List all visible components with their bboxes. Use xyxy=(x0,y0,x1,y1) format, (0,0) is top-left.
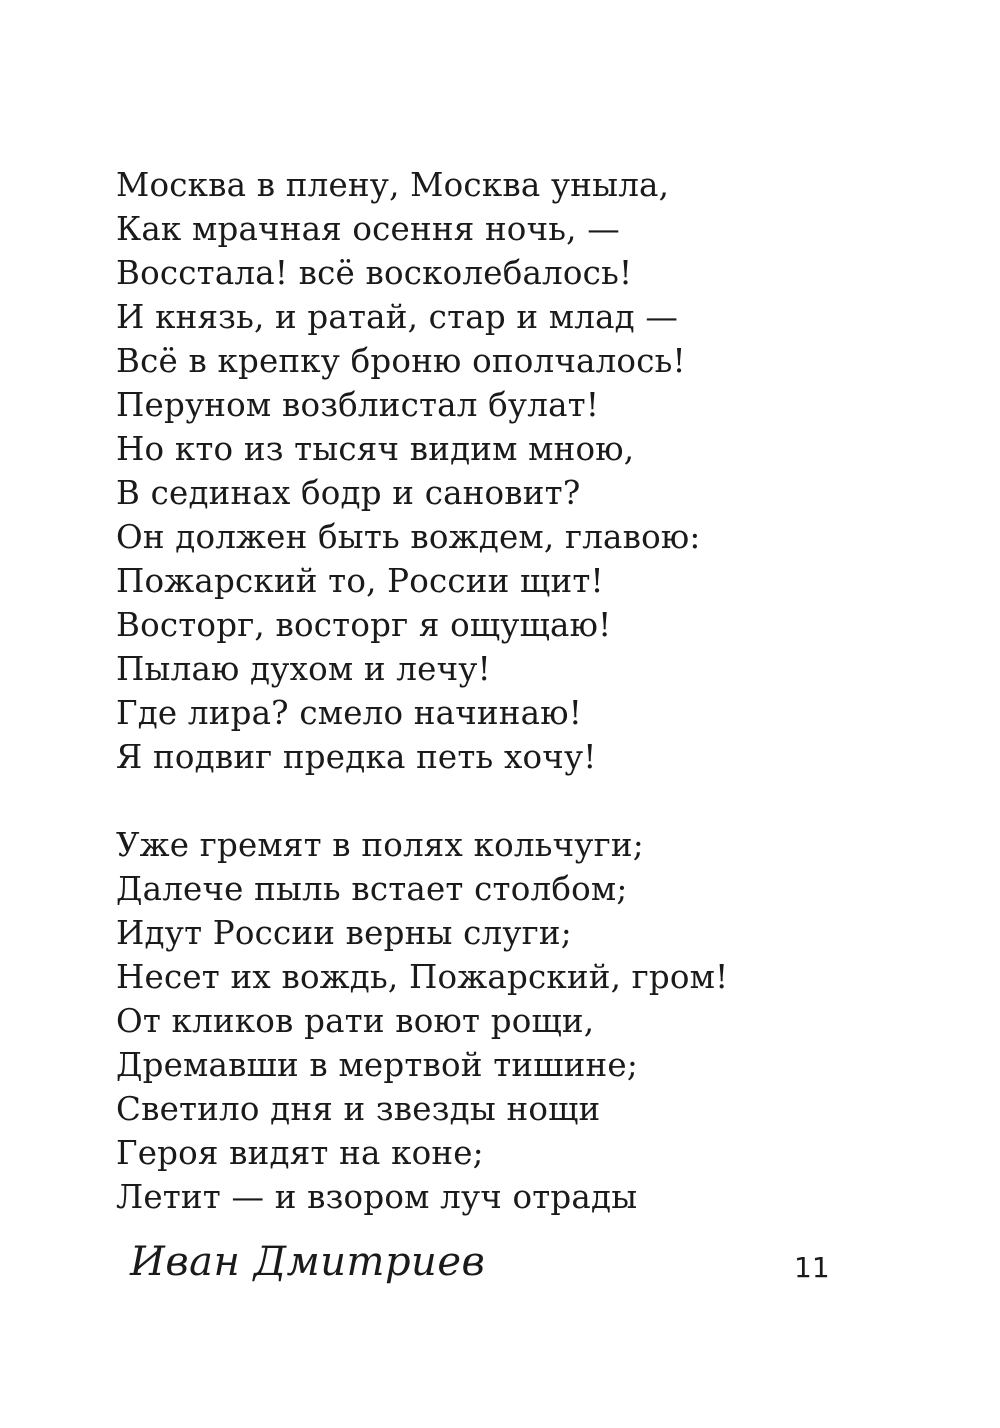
poem-line: Летит — и взором луч отрады xyxy=(116,1178,638,1216)
poem-line: Пожарский то, России щит! xyxy=(116,562,604,600)
running-footer-author: Иван Дмитриев xyxy=(130,1239,486,1285)
poem-line: Всё в крепку броню ополчалось! xyxy=(116,342,686,380)
poem-line: Но кто из тысяч видим мною, xyxy=(116,430,635,468)
poem-line: Перуном возблистал булат! xyxy=(116,386,600,424)
poem-line: Как мрачная осення ночь, — xyxy=(116,210,620,248)
poem-line: Далече пыль встает столбом; xyxy=(116,870,628,908)
poem-line: Москва в плену, Москва уныла, xyxy=(116,166,670,204)
stanza-1 xyxy=(116,163,876,779)
poem-line: Уже гремят в полях кольчуги; xyxy=(116,826,644,864)
poem-line: Светило дня и звезды нощи xyxy=(116,1090,601,1128)
poem-line: Он должен быть вождем, главою: xyxy=(116,518,701,556)
poem-line: От кликов рати воют рощи, xyxy=(116,1002,595,1040)
poem-line: Идут России верны слуги; xyxy=(116,914,572,952)
poem-line: Я подвиг предка петь хочу! xyxy=(116,738,597,776)
poem-line: Несет их вождь, Пожарский, гром! xyxy=(116,958,729,996)
poem-line: В сединах бодр и сановит? xyxy=(116,474,581,512)
poem-line: Дремавши в мертвой тишине; xyxy=(116,1046,638,1084)
poem-line: Где лира? смело начинаю! xyxy=(116,694,582,732)
poem-line: Восторг, восторг я ощущаю! xyxy=(116,606,612,644)
poem-line: Восстала! всё восколебалось! xyxy=(116,254,633,292)
poem-text xyxy=(116,163,876,1219)
poem-line: И князь, и ратай, стар и млад — xyxy=(116,298,679,336)
poem-line: Героя видят на коне; xyxy=(116,1134,484,1172)
stanza-2 xyxy=(116,823,876,1219)
poem-line: Пылаю духом и лечу! xyxy=(116,650,491,688)
page-number: 11 xyxy=(794,1251,830,1284)
